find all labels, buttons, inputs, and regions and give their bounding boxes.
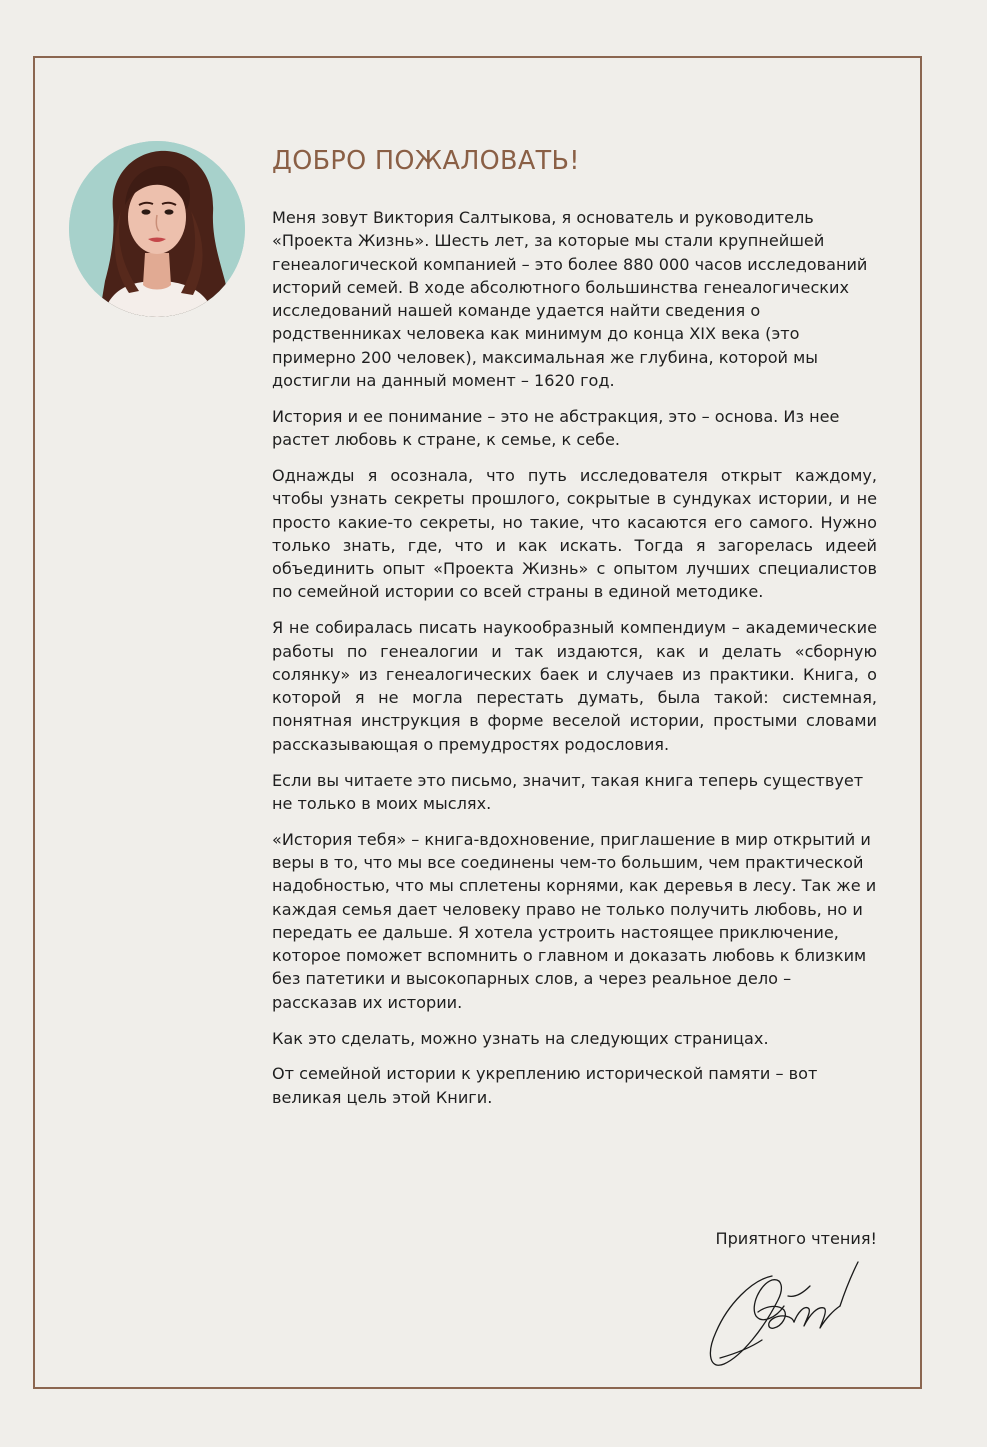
paragraph: История и ее понимание – это не абстракция, это – основа. Из нее растет любовь к стране, к семье, к себе.	[272, 406, 840, 450]
signature	[700, 1248, 860, 1373]
letter-body	[272, 206, 877, 1121]
paragraph: Я не собиралась писать наукообразный компендиум – академические работы по генеалогии и так издаются, как и делать «сборную солянку» из генеалогических баек и случаев из практики. Книга, о которой я не могла перестать думать, была такой: системная, понятная инструкция в форме веселой истории, простыми словами рассказывающая о премудростях родословия.	[272, 618, 877, 754]
author-portrait	[69, 141, 245, 317]
closing-line: Приятного чтения!	[715, 1229, 877, 1248]
paragraph: От семейной истории к укреплению исторической памяти – вот великая цель этой Книги.	[272, 1064, 818, 1107]
paragraph: Однажды я осознала, что путь исследователя открыт каждому, чтобы узнать секреты прошлого, сокрытые в сундуках истории, и не просто какие-то секреты, но такие, что касаются его самого. Нужно только знать, где, что и как искать. Тогда я загорелась идеей объединить опыт «Проекта Жизнь» с опытом лучших специалистов по семейной истории со всей страны в единой методике.	[272, 465, 877, 602]
paragraph: Как это сделать, можно узнать на следующих страницах.	[272, 1028, 769, 1048]
paragraph: Меня зовут Виктория Салтыкова, я основатель и руководитель «Проекта Жизнь». Шесть лет, за которые мы стали крупнейшей генеалогической компанией – это более 880 000 часов исследований историй семей. В ходе абсолютного большинства генеалогических исследований нашей команде удается найти сведения о родственниках человека как минимум до конца XIX века (это примерно 200 человек), максимальная же глубина, которой мы достигли на данный момент – 1620 год.	[272, 208, 868, 391]
paragraph: «История тебя» – книга-вдохновение, приглашение в мир открытий и веры в то, что мы все соединены чем-то большим, чем практической надобностью, что мы сплетены корнями, как деревья в лесу. Так же и каждая семья дает человеку право не только получить любовь, но и передать ее дальше. Я хотела устроить настоящее приключение, которое поможет вспомнить о главном и доказать любовь к близким без патетики и высокопарных слов, а через реальное дело – рассказав их истории.	[272, 829, 877, 1012]
page-title: ДОБРО ПОЖАЛОВАТЬ!	[272, 146, 580, 176]
paragraph: Если вы читаете это письмо, значит, такая книга теперь существует не только в моих мыслях.	[272, 770, 864, 813]
